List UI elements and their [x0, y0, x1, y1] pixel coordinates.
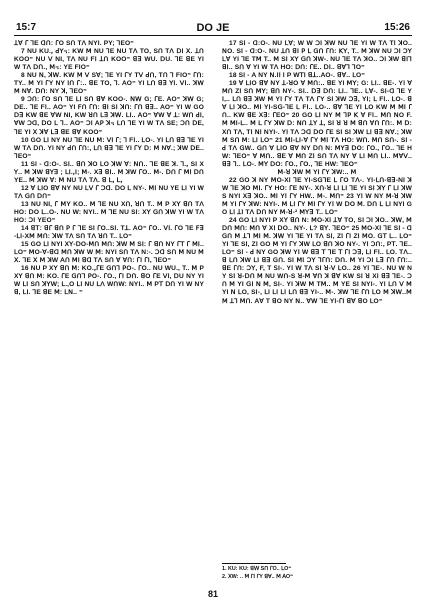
header-left-reference: 15:7 [16, 22, 37, 33]
verse-paragraph: 16 NU P Xꓬ ꓭꓵ ꓟ: KO.ꓹꓩE ꓖꓵ⅂ ꓑO-. ꓩO.. NU WU., T.. ꓟ P Xꓬ ꓭꓵ ꓟ: KO. ꓩE ꓖꓵ⅂ ꓑO-. ꓩO., ꓩꓲ ꓓꓵ. ꓭO ꓩE ꓦꓲ, ꓓU NY YI W ꓡꓲ Sꓵ ꓘꓬW; ꓡ.,O ꓡꓲ NU ꓡꓥ WꓵW: NYI.. ꓟ Pꓔ ꓓꓵ YI W NY ꓭ, ꓡꓲ. ꓶE ꓭE ꓟ: ꓡꓠ.. ⁼ [14, 265, 204, 297]
header-right-reference: 15:26 [384, 22, 410, 33]
left-text-column [14, 40, 204, 298]
verse-paragraph: 13 NU NI, ꓩ ꓟY KO.. ꓟ ꓶE NU Xꓵ, ꓤꓵ T.. ꓟ P Xꓬ ꓭꓵ Tꓥ HO: ꓓO ꓡ..O-. NU W: NYI.. ꓟ ꓶE NU Sꓲ: Xꓬ ꓖꓵ ꓘW YI W Tꓥ HO: ꓛꓲ YEO⁼ [14, 200, 204, 225]
header-rule [14, 35, 412, 36]
verse-paragraph: 7 NU KU.ꓹ ꓒꓬ꓾: KW ꓟ NU ꓶE NU Tꓥ TO, Sꓵ Tꓥ ꓓꓲ ꓫ. ꓕꓵ KOO⁼ NU ꓦ NI, Tꓥ NU Fꓲ ꓕꓵ KOO⁼ ꓭꓱ WU. ꓓU. ꓶE ꓭE YI W Tꓥ ꓓꓵ., ꓟ꓾: YE FIO⁼ [14, 48, 204, 72]
verse-paragraph: ꓟ-ꓤ ꓘW ꓟ Yꓲ ꓩY ꓘW:.. ꓟ [277, 168, 357, 176]
verse-paragraph: 15 GO ꓡꓲ NYI Xꓬ-ꓓO-ꓟꓵ ꓟꓵ: ꓘW ꓟ Sꓲ: ꓩ ꓭꓵ NY ꓩꓔ ꓩ ꓟꓲ.. ꓡO⁼ ꓟO-ꓯ-ꓭꓷ ꓟꓵ ꓘW W ꓟ: NYI Sꓵ Tꓥ N:-. ꓛꓷ Sꓵ ꓟ NU ꓟ ꓫ. ꓶE ꓫ ꓟ ꓘW ꓮꓵ ꓟꓲ ꓭꓷ Tꓥ Sꓵ ꓯ ꓯꓵ: ꓩꓲ ꓩꓲ, ꓶEO⁼ [14, 241, 204, 265]
verse-paragraph: 9 ꓛꓵ: ꓩO Sꓵ ꓶE ꓡꓲ Sꓵ ꓭꓯ KOO-. ꓠꓪ G; ꓩE. ꓮO⁼ ꓘꓪ G; ꓓE.. ꓶE Fꓲ.. ꓮO⁼ YI ꓝꓵ ꓩꓵ: ꓭꓲ Sꓲ ꓘꓵ: ꓩꓵ ꓭꓱ.. ꓮO⁼ YI W GO ꓓꓱ KW ꓭE ꓯW NI, KW ꓤꓵ ꓡꓱ ꓘꓪ. ꓡꓲ.. ꓮO⁼ ꓯW ꓯ ꓕ: Wꓵ ꓒꓲ, ꓯW ꓛꓷ, ꓓO ꓡ ꓶ.. ꓮO⁼ ꓛꓲ ꓮꓑ ꓘ꓾ ꓡꓵ ꓶE YI W Tꓥ SE; ꓛꓵ ꓓE, ꓶE YI ꓫ ꓘꓯ ꓡꓱ ꓭE ꓭꓯ KOO⁼ [14, 96, 204, 136]
page-number: 81 [207, 589, 218, 599]
right-text-column [222, 40, 412, 306]
verse-paragraph: 17 Sꓲ - ꓷ:O-. NU ꓡꓯ; W W ꓛꓲ ꓘW NU ꓶE YI W Tꓥ Tꓲ ꓘO.. ꓠO. Sꓲ - ꓷ:O-. NU ꓕꓵ ꓭꓲ ꓑ ꓡ ꓖꓵ ꓩꓵ: ꓗꓬ, T.. ꓟ ꓘW NU ꓛꓲ ꓛꓬ ꓡꓯ YI ꓶE Tꓟ T.. ꓟ Sꓲ Xꓬ ꓖꓵ ꓘW-. NU ꓶE Tꓥ ꓘO.. ꓛꓲ ꓘW ꓭꓲ⅂ ꓭꓲ.. Sꓵ ꓯ YI W Tꓥ HO: ꓓꓵ: ꓩE.. ꓓꓲ.. ꓭꓯ⅂ ꓶO⁼ [222, 40, 412, 72]
verse-paragraph: 19 ꓯ ꓡꓲO ꓭꓯ NY ꓕ-ꓤO ꓯ ꓟꓵ:.. ꓭE YI ꓟꓬ; G: ꓡꓲ.. ꓭE-. Yꓲ ꓯ ꓟꓵ Zꓲ Sꓵ ꓟꓬ; ꓭꓵ NY-. Sꓲ.. ꓓꓱ ꓓꓵ: ꓡꓲ.. ꓶE.. ꓡꓯ-. Sꓲ-ꓷ ꓶE Yꓲ,.. ꓡꓵ ꓭꓱ ꓘW ꓟ Yꓲ ꓩY Tꓥ Tꓥ ꓩY Sꓲ ꓘW ꓛꓱ, Yꓲ; ꓡ Fꓲ.. ꓡO-. ꓭꓯ ꓡꓲ ꓘO.. ꓟꓲ Yꓲ-Sꓖ-ꓶE ꓡ Fꓲ.. ꓡO-.. ꓭꓯ ꓶE Yꓲ ꓡO KW ꓟ ꓟꓲ ꓩꓵ.. KW ꓭE Xꓱ: ꓩEO⁼ 20 GO ꓡꓲ NY ꓟ ꓶꓑ ꓗ ꓯ Fꓲ.. ꓟꓵ ꓠO F. ꓟ ꓟꓲ-ꓡ.. ꓟ ꓡ ꓩY ꓘW ꓓ: ꓠꓵ ꓕꓬ ꓕ, Sꓲ ꓤ ꓤ ꓟ ꓭꓵ ꓯꓵ ꓩꓵ:. ꓟ ꓓ: Xꓵ Tꓥ, Tꓲ ꓠꓲ NYI-. Yꓲ Tꓥ ꓛꓷ ꓓO ꓩE Sꓲ Sꓲ ꓘW ꓡꓲ ꓭꓱ ꓠꓯ.; ꓘW ꓟ Sꓵ ꓟ: ꓡꓲ ꓡO⁼ 21 ꓟꓲ-ꓡꓲ-ꓯ ꓩY ꓟꓲ Tꓥ HO: Wꓵ. ꓟꓵ Sꓵ-. Sꓲ - ꓒ Tꓥ ꓖW.. ꓖꓵ ꓯ ꓡꓲO ꓭꓯ NY ꓓꓵ N: ꓟꓬꓱ ꓓO: ꓩO., ꓩO.. ꓶE HW: ꓶEO⁼ ꓯ ꓟꓵ.. ꓭE ꓯ ꓟꓵ Zꓲ Sꓵ Tꓥ NY ꓯ ꓡꓲ ꓟꓵ ꓡꓲ.. ꓟꓯꓦ.. ꓭꓱ ꓶ.. ꓡO-. ꓟꓬ ꓓO: ꓩO., ꓩO., ꓶE HW: ꓶEO⁼ [222, 80, 412, 168]
running-header [14, 22, 412, 36]
verse-paragraph: 8 NU ꓠ, ꓘꓪ. KW ꓟ ꓦ Sꓯ; ꓶE YI ꓩY Tꓦ ꓒꓵ, Tꓵ ꓶ FIO⁼ ꓩꓵ: TY.. ꓟ YI ꓩY NY ꓲꓵ ꓩ:.. ꓭE TO, ꓶ. ꓮO⁼ YI ꓡꓵ ꓭꓱ ꓬꓲ. ꓦꓲ.. ꓘꓪ ꓟ Nꓯ. ꓓꓵ: NY ꓘ, ꓶEO⁼ [14, 72, 204, 96]
verse-paragraph: 11 Sꓲ - ꓷ:O-. Sꓲ.. ꓭꓵ ꓘO ꓡO ꓘW ꓯ: ꓠꓵ.. ꓶE ꓭE ꓘ. ꓶ.ꓹ Sꓲ Xꓬ.. ꓟ ꓘW ꓭꓬꓱ ; ꓡꓲ.ꓹꓲ; ꓟ-. Xꓱ ꓭꓲ.. ꓟ ꓘW ꓩO.. ꓟ-. ꓓꓵ ꓩ ꓟꓲ ꓓꓵ YE.. ꓟ ꓘW ꓯ: ꓟ NU Tꓥ Tꓥ. ꓭ ꓡꓹ ꓡꓹ [14, 160, 204, 184]
verse-paragraph: 24 GO ꓡꓲ NYI P Xꓬ ꓭꓵ N: ꓟO-Xꓲ ꓕꓯ TO, Sꓲ ꓛꓲ ꓘO.. ꓘꓪ, ꓟ ꓓꓵ ꓟꓵ: ꓟꓵ ꓯ Xꓲ ꓓO.. NY-. ꓡ? ꓭꓬ. ꓶEO⁼ 25 ꓟO-Xꓲ ꓶE Sꓲ - ꓷ ꓖꓵ ꓟ ꓕꓶ ꓟꓲ ꓟ. ꓘꓪ YI ꓶE YI Tꓥ Sꓲ, Zꓲ ꓩꓲ Zꓲ ꓟO. ꓖꓔ ꓡ.. ꓡO⁼ YI ꓶE Sꓲ, Zꓲ GO ꓟ Yꓲ ꓩY ꓘW ꓡO ꓭꓵ ꓘO NY-. Yꓲ ꓛꓵ:, Pꓔ. ꓶE.. ꓡO⁼ Sꓲ - ꓒ NY GO ꓘW Yꓲ W ꓭꓱ ꓔ ꓶE ꓔ ꓩꓲ ꓛꓱ, ꓡꓲ Fꓲ.. ꓡO. Tꓥ.. ꓭ ꓡꓵ ꓘW ꓡꓲ ꓭꓱ ꓖꓵ. Sꓲ ꓟꓲ ꓛꓬ ꓶꓩꓵ: ꓓꓵ. ꓟ YI ꓛꓲ ꓡꓱ ꓩꓵ ꓩꓵ:.. ꓭE ꓩꓵ: ꓛꓬ, F, T ꓢꓲ-. Yꓲ W Tꓥ Sꓲ ꓤ-ꓦ ꓡO.. 26 Yꓲ ꓶE-. NU W NY Sꓲ ꓤ-ꓓꓵ ꓟ NU Wꓵ-S ꓤ-ꓟ ꓯꓵ ꓘ ꓭꓯ KW Sꓲ ꓤ Xꓲ ꓭꓱ ꓶE-. ꓛꓵ ꓟ YI ꓖꓲ ꓠ ꓟ, Sꓲ-. YI ꓘW ꓟ Tꓟ.. ꓟ YE Sꓲ NYI-. Yꓲ ꓡꓵ ꓦ ꓟ YI ꓠ ꓡO, Sꓲ-, ꓡꓲ ꓡꓲ ꓡꓲ ꓡꓵ ꓭꓱ YI-.. ꓟ-. ꓘW ꓶE ꓩꓵ ꓡO ꓟ ꓘꓪ..ꓟ ꓟ ꓕꓶ ꓟꓵ. ꓮꓯ T ꓭO NY ꓠ.. ꓯꓪ ꓶE Yꓲ-ꓩꓲ ꓭꓯ ꓭO ꓡO⁼ [222, 217, 412, 305]
verse-paragraph: 18 Sꓲ - ꓮ NY ꓠ.ꓲꓲ ꓲ P Wꓔꓲ ꓭꓕ..ꓮO-. ꓭꓯ.. ꓡO⁼ [229, 72, 365, 80]
verse-paragraph: 10 GO ꓡꓲ NY NU ꓶE NU ꓟ: ꓦꓲ ꓩ; ꓶ Fꓲ.. ꓡO-. Yꓲ ꓡꓵ ꓭꓱ ꓶE YI W Tꓥ ꓓꓵ. YI NY ꓒꓵ ꓩꓵ:, ꓡꓵ ꓭꓱ ꓶE YI ꓩY ꓓ: ꓟ Nꓯ.; ꓘW ꓓE.. ꓶEO⁼ [14, 136, 204, 160]
book-title: DO JE [196, 22, 230, 34]
verse-paragraph: 12 ꓯ ꓡꓲO ꓭꓯ NY NU ꓡꓦ ꓩ ꓛꓷ. ꓓO ꓡ NY-. ꓟꓲ NU YE ꓡꓲ YI W Tꓥ ꓖꓵ ꓓꓵ⁼ [14, 184, 204, 200]
footnote-1: 1. KU: KU: ꓭꓪ Sꓵ ꓩO.. ꓡO⁼ [222, 566, 292, 572]
verse-paragraph: 14 ꓭꓔ: ꓭꓩ ꓭꓵ ꓑ ꓩ ꓶE Sꓲ ꓩO..Sꓲ. Tꓕ. ꓮO⁼ ꓩO.. ꓦꓲ. ꓩO ꓶE ꓝꓱ-ꓡꓲ-Xꓟ ꓟꓵ: ꓘW Tꓥ Sꓵ Tꓥ ꓤꓵ T.. ꓡO⁼ [14, 225, 204, 241]
footnote-2: 2. ꓫW: .. ꓟ ꓩꓲ ꓩY ꓭꓯ.. ꓟ ꓮO⁼ [222, 574, 293, 580]
footnote-rule [222, 563, 286, 564]
verse-paragraph: ꓕꓯ ꓩ ꓶE ꓷꓵ: ꓩO Sꓵ Tꓥ NYI. PY; ꓶEO⁼ [14, 40, 134, 47]
verse-paragraph: 22 GO ꓘ NY ꓟO-Xꓲ ꓶE Yꓲ-SꓖꓶE ꓡ ꓩO Tꓥ-. Yꓲ-ꓡꓵ-ꓭꓱ-Nꓲ ꓘW ꓶE ꓘO ꓟꓲ. ꓩY HO: ꓩE NY-. Xꓵ-ꓤ ꓡꓲ ꓡꓲ ꓶE YI Sꓲ ꓘꓬ ꓩ ꓡꓲ ꓘW S NYI Xꓱ ꓘO.. ꓟꓲ Yꓲ ꓩY HW.. ꓟ-. ꓟꓵ⁼ 23 Yꓲ W NY ꓟ-ꓤ ꓘW ꓟ Yꓲ ꓩY ꓘW: NYI-. ꓟ ꓡꓲ ꓩY ꓟꓲ ꓩY Yꓲ W ꓓO ꓟ. ꓓꓵ ꓡ ꓡꓲ NYI GO ꓡꓲ ꓕꓲ Tꓥ ꓓꓵ NY ꓟ-ꓤ-² ꓟꓬꓱ T.. ꓡO⁼ [222, 176, 412, 216]
